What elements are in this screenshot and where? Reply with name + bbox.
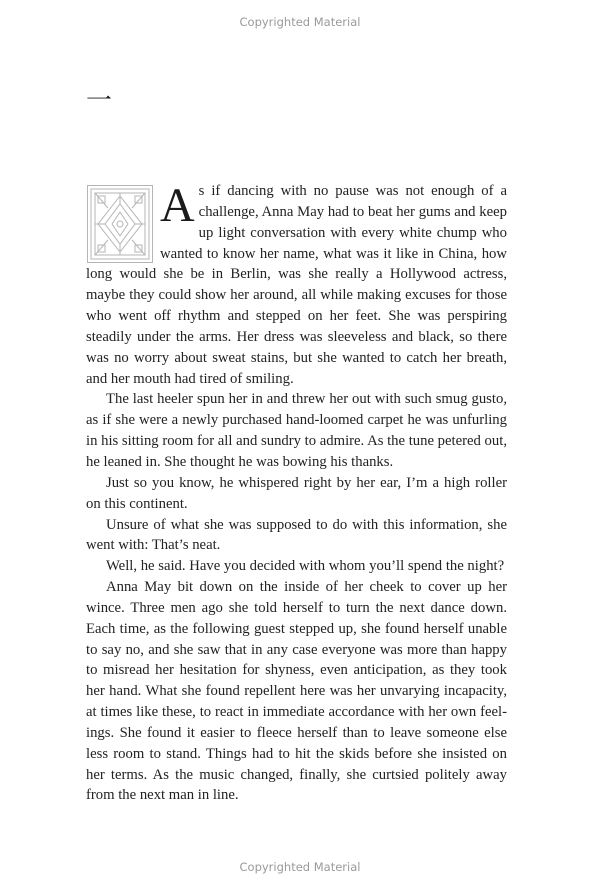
chapter-number: 一 (86, 86, 113, 116)
paragraph: Well, he said. Have you decided with whom you’ll spend the night? (106, 558, 505, 575)
body-text (86, 181, 507, 806)
copyright-notice-top: Copyrighted Material (239, 15, 361, 29)
paragraph: Just so you know, he whispered right by her ear, I’m a high roller on this continent. (86, 474, 507, 512)
paragraph: Unsure of what she was supposed to do with this information, she went with: That’s neat. (86, 516, 507, 554)
paragraph-1-text: s if dancing with no pause was not enough of a challenge, Anna May had to beat her gums and keep up light conversation with every white chump who wanted to know her name, what was it like in China, how long would she be in Berlin, was she really a Hollywood actress, maybe they could show her around, all while making excuses for those who went off rhythm and stepped on her feet. She was perspiring steadily under the arms. Her dress was sleeveless and black, so there was no worry about sweat stains, but she wanted to catch her breath, and her mouth had tired of smiling. (86, 183, 507, 387)
paragraph-opening (86, 181, 507, 389)
lattice-ornament-icon (86, 184, 154, 264)
paragraph: The last heeler spun her in and threw her out with such smug gusto, as if she were a newly purchased hand-loomed carpet he was unfurling in his sitting room for all and sundry to admire. As the tune petered out, he leaned in. She thought he was bowing his thanks. (86, 391, 507, 470)
paragraph: Anna May bit down on the inside of her cheek to cover up her wince. Three men ago she told herself to turn the next dance down. Each time, as the following guest stepped up, she found herself unable to say no, and she saw that in any case everyone was more than happy to misread her hesitation for shyness, even anticipation, as they took her hand. What she found repellent here was her unvarying incapacity, at times like these, to react in immediate accordance with her own feelings. She found it easier to fleece herself than to leave someone else less room to stand. Things had to hit the skids before she insisted on her terms. As the music changed, finally, she curtsied politely away from the next man in line. (86, 579, 507, 804)
copyright-notice-bottom: Copyrighted Material (239, 860, 361, 874)
drop-cap-letter: A (160, 179, 195, 232)
